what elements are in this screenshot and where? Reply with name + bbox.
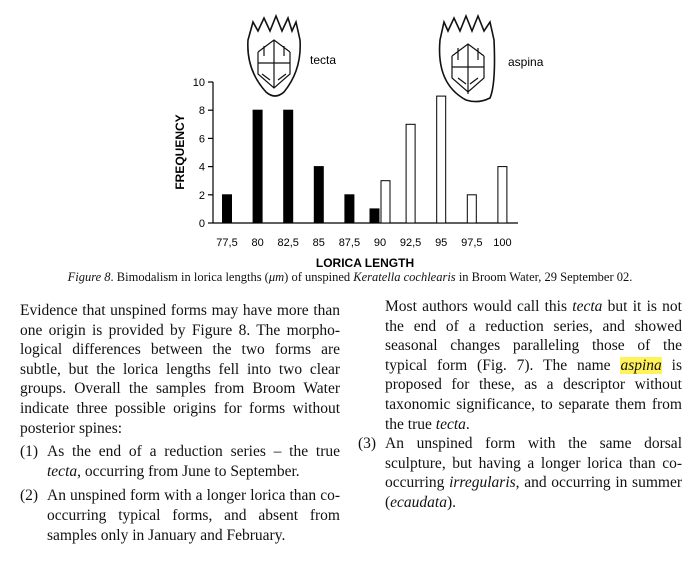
bar-tecta-5 — [370, 209, 379, 223]
y-axis-label: FREQUENCY — [173, 114, 187, 190]
x-tick-label: 97,5 — [461, 237, 483, 249]
aspina-lorica-illustration — [440, 16, 495, 102]
x-tick-label: 82,5 — [277, 237, 299, 249]
list-item-2: (2) An unspined form with a longer lorica than co-occurring typical forms, and absent from samples only in January and February. — [20, 487, 340, 544]
bar-tecta-1 — [253, 110, 262, 223]
figure-caption: Figure 8. Bimodalism in lorica lengths (μm) of unspined Keratella cochlearis in Broom Water, 29 September 02. — [67, 270, 633, 284]
origin-list-continued — [358, 434, 682, 512]
tecta-lorica-illustration — [248, 16, 300, 96]
bar-tecta-2 — [284, 110, 293, 223]
x-tick-label: 77,5 — [216, 237, 238, 249]
x-tick-label: 100 — [493, 237, 512, 249]
aspina-highlight: aspina — [620, 356, 662, 374]
y-tick-label: 6 — [198, 133, 205, 146]
caption-figure-number: Figure 8 — [67, 270, 111, 284]
figure-8 — [0, 0, 700, 268]
list-item-3: (3) An unspined form with the same dorsal sculpture, but having a longer lorica than co-occurring irregularis, and occurring in summer (ecaudata). — [358, 435, 682, 511]
x-tick-label: 80 — [251, 237, 264, 249]
aspina-label: aspina — [508, 55, 544, 69]
x-tick-label: 90 — [373, 237, 387, 249]
bar-aspina-8 — [467, 195, 476, 223]
bar-tecta-3 — [314, 167, 323, 223]
bar-tecta-4 — [345, 195, 354, 223]
y-tick-label: 8 — [198, 105, 205, 118]
x-tick-label: 87,5 — [338, 237, 361, 249]
y-tick-label: 2 — [198, 189, 205, 202]
left-column — [20, 301, 340, 550]
bar-aspina-6 — [406, 124, 415, 223]
x-tick-label: 85 — [312, 237, 325, 249]
x-tick-label: 95 — [435, 237, 448, 249]
bar-aspina-5 — [381, 181, 390, 223]
intro-paragraph: Evidence that unspined forms may have more than one origin is provided by Figure 8. The morpho-logical differences between the two forms are subtle, but the lorica lengths fell into two clear groups. Overall the samples from Broom Water indicate three possible origins for forms without posterior spines: — [20, 302, 340, 437]
tecta-label: tecta — [310, 53, 337, 67]
origin-list — [20, 442, 340, 545]
bar-aspina-9 — [498, 167, 507, 223]
x-tick-label: 92,5 — [399, 237, 422, 249]
aspina-paragraph: Most authors would call this tecta but it is not the end of a reduction series, and showed seasonal changes paralleling those of the typical form (Fig. 7). The name aspina is proposed for these, as a descriptor without taxonomic significance, to separate them from the true tecta. — [385, 298, 682, 433]
y-tick-label: 10 — [192, 77, 205, 89]
x-axis-label: LORICA LENGTH — [315, 256, 415, 268]
bar-tecta-0 — [223, 195, 232, 223]
bar-aspina-7 — [437, 96, 446, 223]
y-tick-label: 4 — [198, 161, 205, 174]
right-column — [358, 297, 682, 518]
y-tick-label: 0 — [198, 218, 205, 230]
y-ticks — [193, 77, 213, 230]
list-item-1: (1) As the end of a reduction series – the true tecta, occurring from June to September. — [20, 443, 340, 480]
bars — [223, 96, 507, 223]
x-ticks — [216, 237, 511, 249]
